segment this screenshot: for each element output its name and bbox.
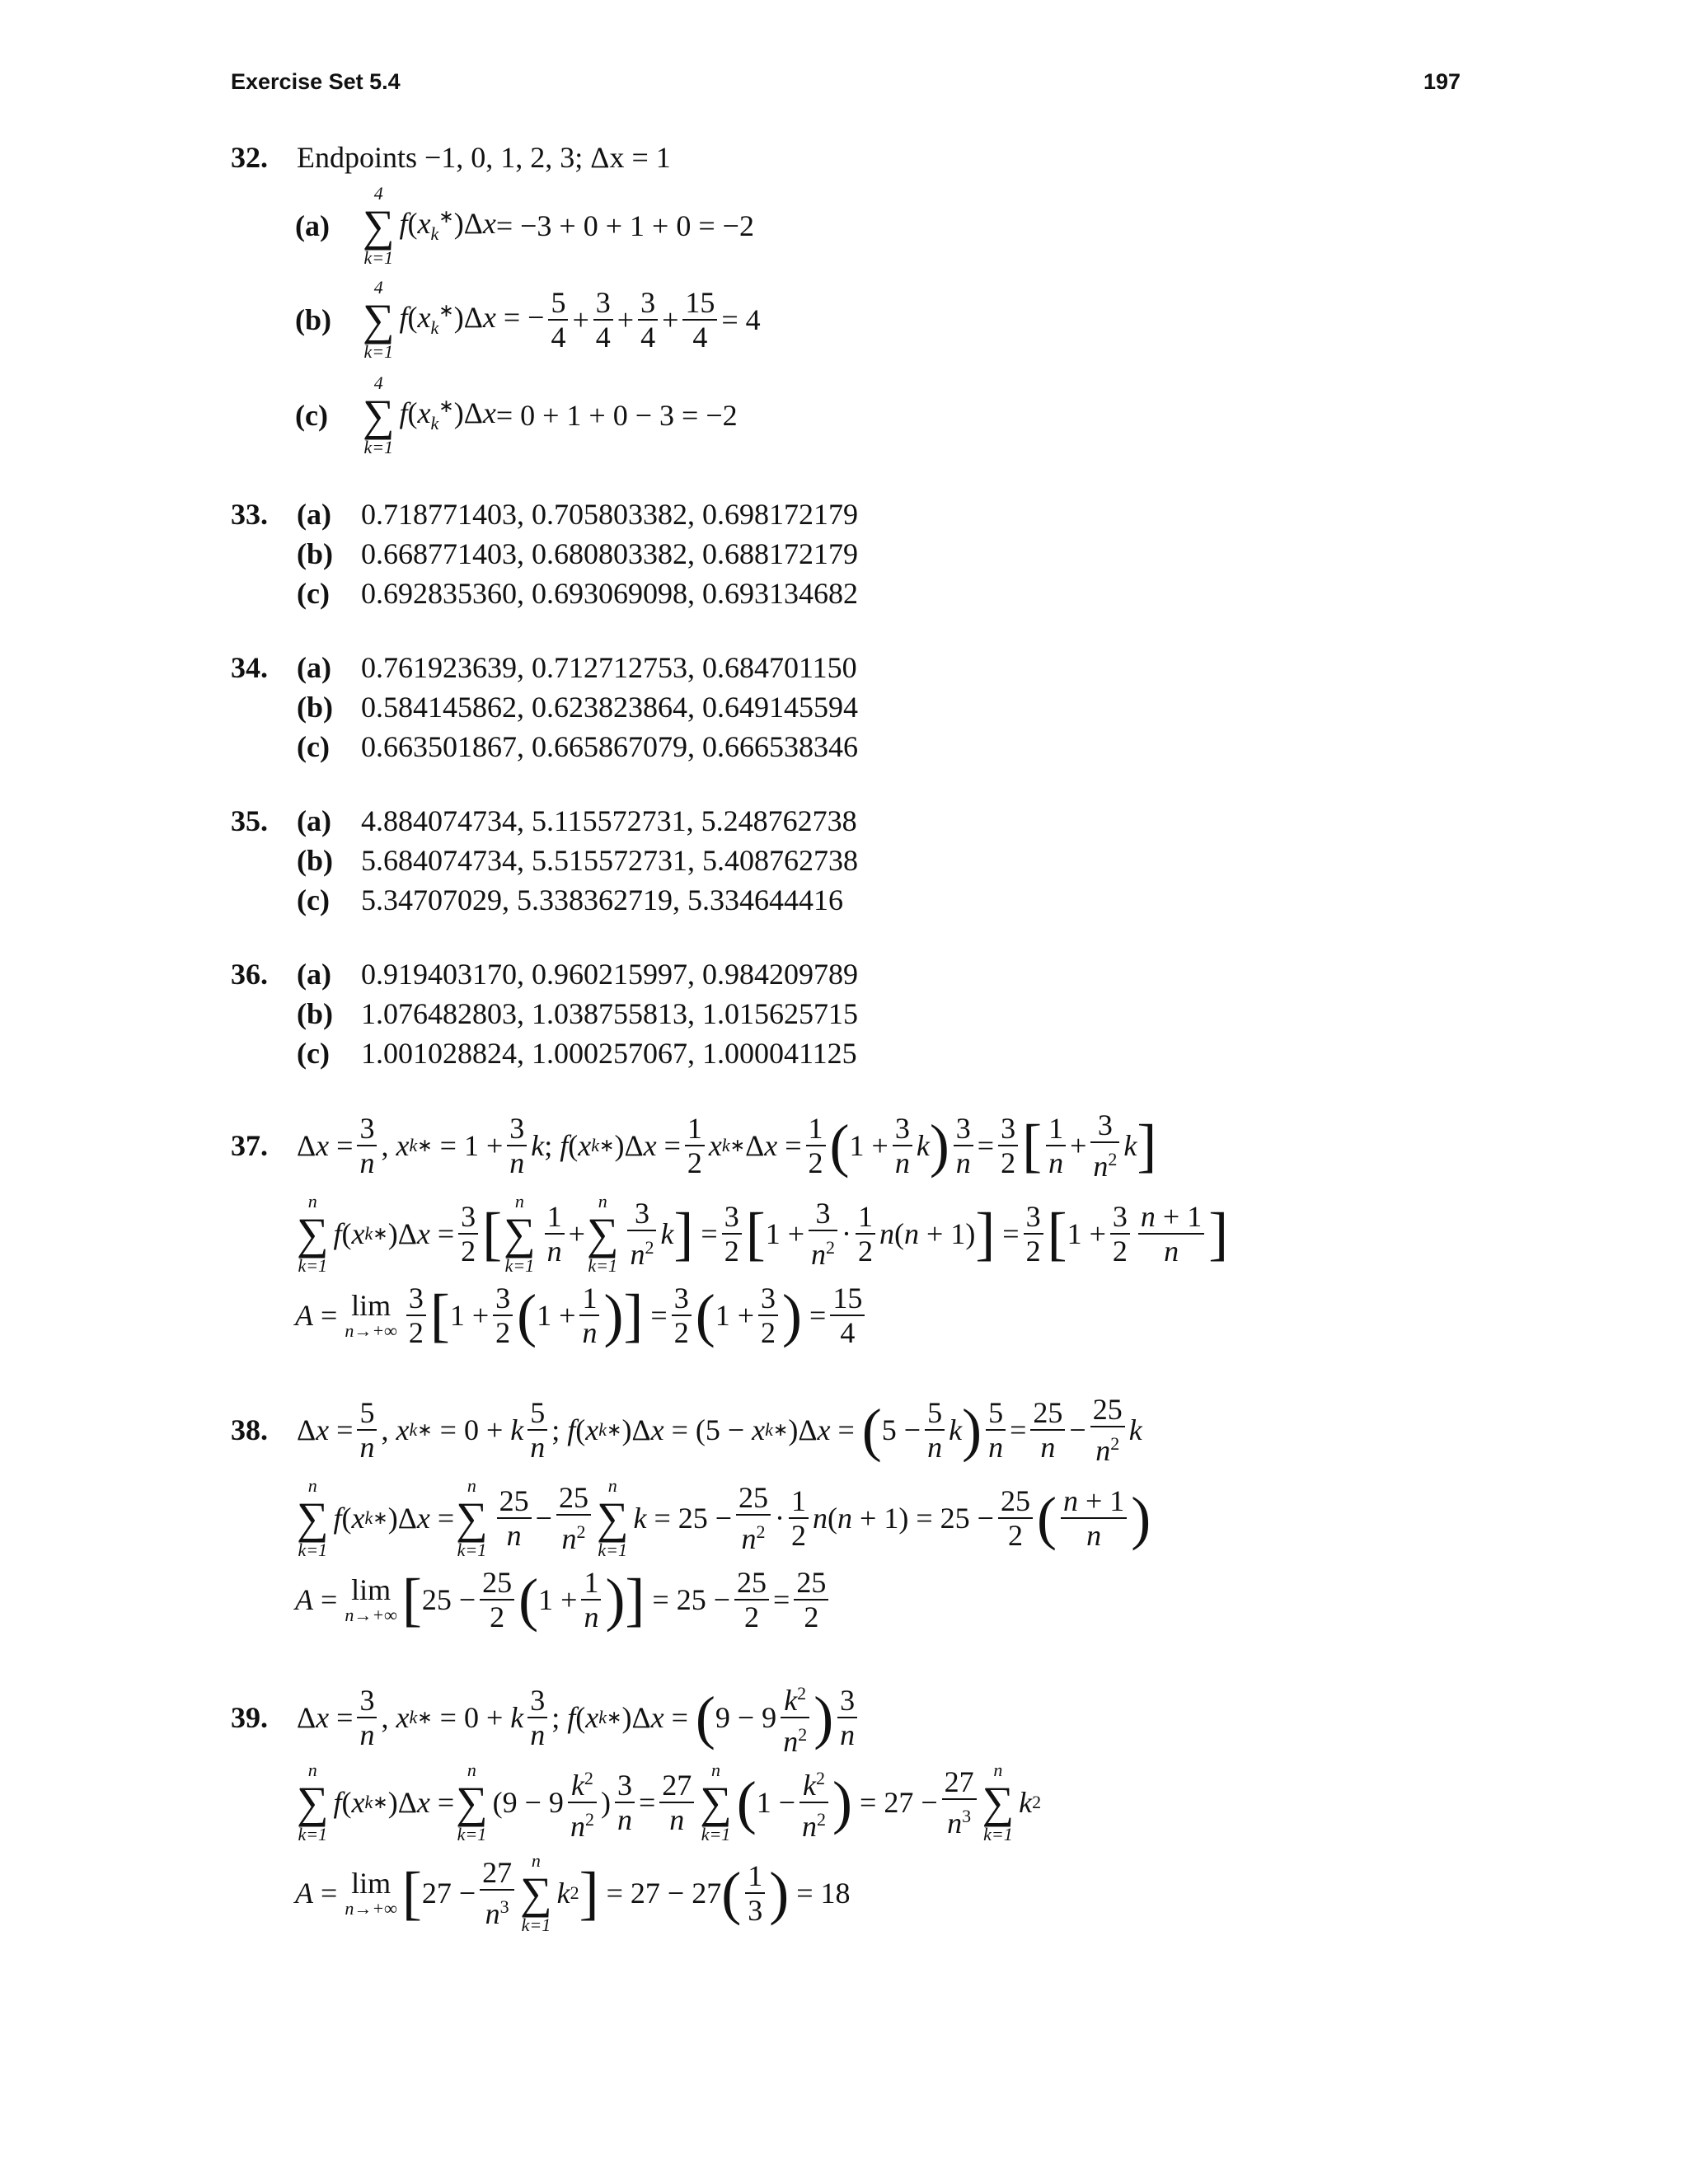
answer: 0.919403170, 0.960215997, 0.984209789 — [361, 958, 858, 991]
equation-line-1: 37. Δ x = $\frac{3}{n}$ , x k ∗ = 1 + $\frac{3}{n}$ k ; f ( x k ∗ )Δ x = $\frac{1}{2}$ x k ∗ Δ x = $\frac{1}{2}$ ( 1 + $\frac{3}{n}$ k ) $\frac{3}{n}$ = $\frac{3}{2}$ [ $\frac{1}{n}$ + $\frac{3}{n^2}$ k ] — [231, 1108, 1157, 1183]
equation-line-2: n ∑ k=1 f ( x k ∗ )Δ x = n ∑ k=1 $\frac{25}{n}$ − $\frac{25}{n^2}$ n ∑ k=1 k = 25 − $\frac{25}{n^2}$ · $\frac{1}{2}$ n ( n + 1) = 25 − $\frac{25}{2}$ ( $\frac{n + 1}{n}$ ) — [297, 1475, 1151, 1560]
answer: 0.692835360, 0.693069098, 0.693134682 — [361, 577, 858, 610]
answer: 0.584145862, 0.623823864, 0.649145594 — [361, 691, 858, 724]
running-header-section: Exercise Set 5.4 — [231, 69, 401, 94]
equation-line-1: 38. Δ x = $\frac{5}{n}$ , x k ∗ = 0 + k $\frac{5}{n}$ ; f ( x k ∗ )Δ x = (5 − x k ∗ )Δ x = ( 5 − $\frac{5}{n}$ k ) $\frac{5}{n}$ = $\frac{25}{n}$ − $\frac{25}{n^2}$ k — [231, 1393, 1142, 1467]
answer: 1.001028824, 1.000257067, 1.000041125 — [361, 1037, 857, 1070]
equation-line-2: n ∑ k=1 f ( x k ∗ )Δ x = n ∑ k=1 (9 − 9 $\frac{k^2}{n^2}$ ) $\frac{3}{n}$ = $\frac{27}{n}$ n ∑ k=1 ( 1 − $\frac{k^2}{n^2}$ ) = 27 − $\frac{27}{n^3}$ n ∑ k=1 k 2 — [297, 1760, 1042, 1844]
equation-line-3: A = lim n→+∞ [ 25 − $\frac{25}{2}$ ( 1 + $\frac{1}{n}$ ) ] = 25 − $\frac{25}{2}$ = $\frac{25}{2}$ — [295, 1566, 832, 1633]
answer: 0.761923639, 0.712712753, 0.684701150 — [361, 651, 857, 684]
answer: 0.663501867, 0.665867079, 0.666538346 — [361, 730, 858, 763]
equation-line-3: A = lim n→+∞ [ 27 − $\frac{27}{n^3}$ n ∑ k=1 k 2 ] = 27 − 27 ( $\frac{1}{3}$ ) = 18 — [295, 1850, 851, 1935]
answer: 4.884074734, 5.115572731, 5.248762738 — [361, 804, 857, 837]
answer: 5.34707029, 5.338362719, 5.334644416 — [361, 883, 843, 916]
answer: 5.684074734, 5.515572731, 5.408762738 — [361, 844, 858, 877]
answer: 0.718771403, 0.705803382, 0.698172179 — [361, 498, 858, 531]
page-number: 197 — [1423, 69, 1461, 94]
intro-text: Endpoints −1, 0, 1, 2, 3; Δx = 1 — [297, 141, 671, 174]
answer: 0.668771403, 0.680803382, 0.688172179 — [361, 537, 858, 570]
equation-line-1: 39. Δ x = $\frac{3}{n}$ , x k ∗ = 0 + k $\frac{3}{n}$ ; f ( x k ∗ )Δ x = ( 9 − 9 $\frac{k^2}{n^2}$ ) $\frac{3}{n}$ — [231, 1677, 861, 1758]
part-a: (a) 4 ∑ k=1 $f(x_k^∗)\Delta x$ = −3 + 0 + 1 + 0 = −2 — [295, 183, 754, 268]
problem-number: 32. — [231, 141, 268, 174]
part-b: (b) 4 ∑ k=1 $f(x_k^∗)\Delta x$ = − $\frac{5}{4}$ + $\frac{3}{4}$ + $\frac{3}{4}$ + $\frac{15}{4}$ = 4 — [295, 277, 761, 362]
equation-line-2: n ∑ k=1 f ( x k ∗ )Δ x = $\frac{3}{2}$ [ n ∑ k=1 $\frac{1}{n}$ + n ∑ k=1 $\frac{3}{n^2}$ k ] = $\frac{3}{2}$ [ 1 + $\frac{3}{n^2}$ · $\frac{1}{2}$ n ( n + 1) ] = $\frac{3}{2}$ [ 1 + $\frac{3}{2}$ $\frac{n + 1}{n}$ ] — [297, 1191, 1229, 1276]
answer: 1.076482803, 1.038755813, 1.015625715 — [361, 997, 858, 1030]
equation-line-3: A = lim n→+∞ $\frac{3}{2}$ [ 1 + $\frac{3}{2}$ ( 1 + $\frac{1}{n}$ ) ] = $\frac{3}{2}$ ( 1 + $\frac{3}{2}$ ) = $\frac{15}{4}$ — [295, 1282, 869, 1349]
part-c: (c) 4 ∑ k=1 $f(x_k^∗)\Delta x$ = 0 + 1 + 0 − 3 = −2 — [295, 373, 738, 457]
